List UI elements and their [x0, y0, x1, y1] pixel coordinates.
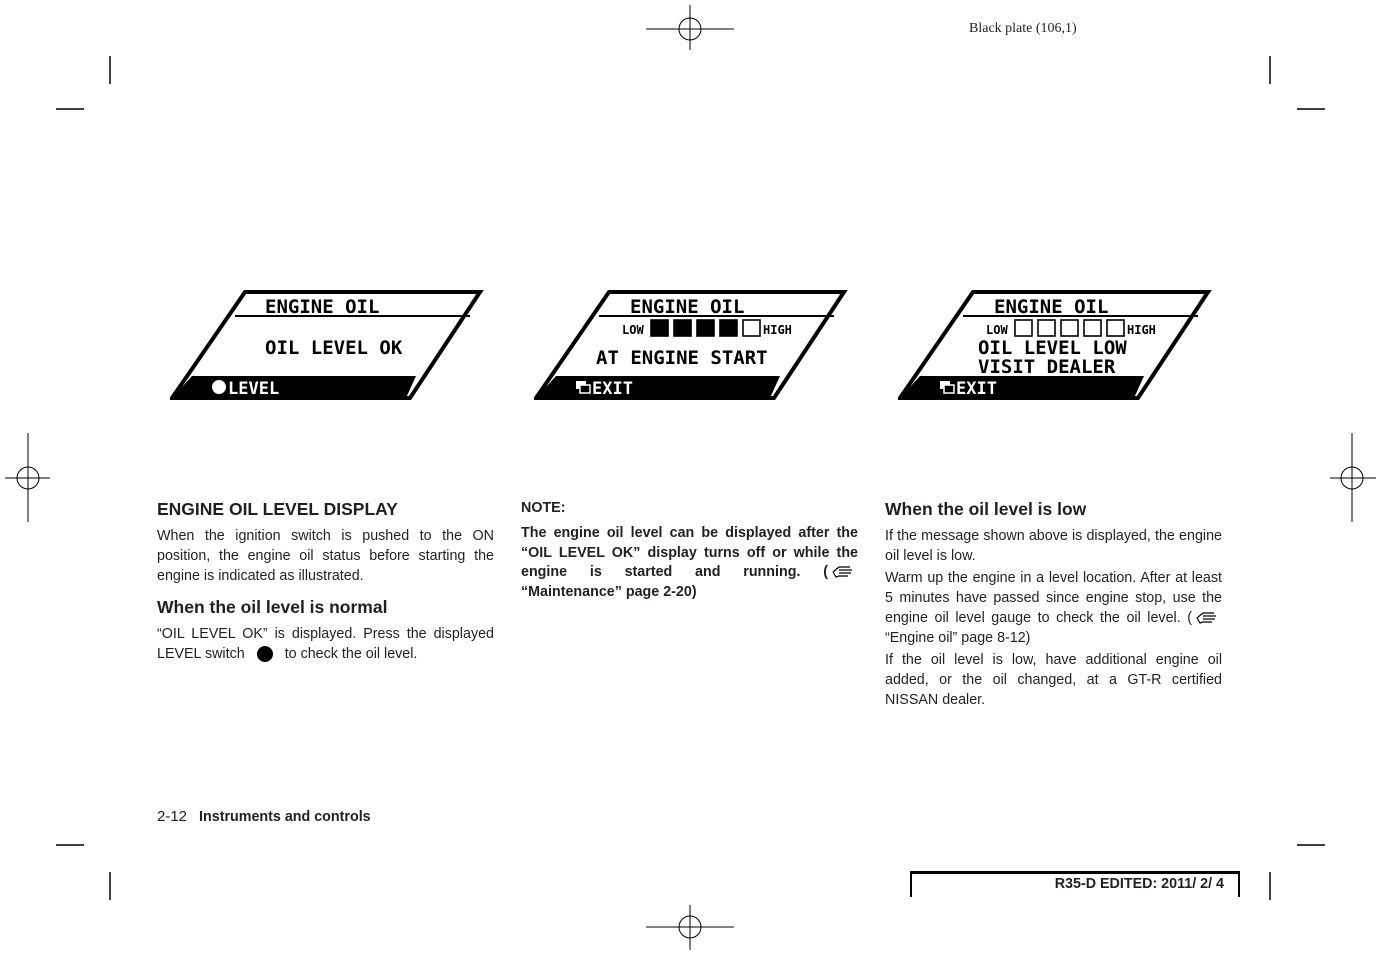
- registration-mark-left: [5, 433, 50, 522]
- gauge-segment-empty: [1084, 320, 1101, 336]
- display-message: OIL LEVEL OK: [265, 337, 403, 359]
- plate-label: Black plate (106,1): [969, 21, 1077, 36]
- gauge-high-label: HIGH: [1127, 323, 1156, 337]
- registration-mark-top: [646, 5, 734, 50]
- gauge-segment-empty: [1107, 320, 1124, 336]
- display-footer-label: LEVEL: [228, 379, 280, 399]
- column-oil-level-low: [885, 498, 1222, 712]
- display-oil-level-low: [898, 288, 1218, 400]
- subheading-low: When the oil level is low: [885, 499, 1087, 519]
- section-heading: ENGINE OIL LEVEL DISPLAY: [157, 499, 398, 519]
- page-number: 2-12: [157, 808, 188, 825]
- display-footer-label: EXIT: [956, 379, 997, 399]
- oil-gauge: [651, 320, 760, 336]
- display-message: AT ENGINE START: [596, 347, 768, 369]
- subheading-normal: When the oil level is normal: [157, 597, 388, 617]
- display-message-line-2: VISIT DEALER: [978, 356, 1116, 378]
- column-note: [521, 498, 858, 602]
- round-button-icon: [212, 380, 226, 394]
- pointing-hand-icon: [832, 564, 854, 578]
- edited-stamp: R35-D EDITED: 2011/ 2/ 4: [910, 871, 1240, 897]
- low-paragraph-1: If the message shown above is displayed, the engine oil level is low.: [885, 528, 1222, 564]
- level-switch-icon: [257, 646, 273, 662]
- display-oil-level-ok: [170, 288, 490, 400]
- gauge-segment-filled: [720, 320, 737, 336]
- page-footer: [157, 808, 371, 825]
- gauge-low-label: LOW: [622, 323, 644, 337]
- gauge-segment-filled: [674, 320, 691, 336]
- display-message-line-1: OIL LEVEL LOW: [978, 337, 1127, 359]
- gauge-segment-filled: [697, 320, 714, 336]
- display-footer-label: EXIT: [592, 379, 633, 399]
- gauge-segment-empty: [1015, 320, 1032, 336]
- gauge-low-label: LOW: [986, 323, 1008, 337]
- gauge-high-label: HIGH: [763, 323, 792, 337]
- intro-paragraph: When the ignition switch is pushed to the ON position, the engine oil status before starting the engine is indicated as illustrated.: [157, 528, 494, 584]
- low-paragraph-2: Warm up the engine in a level location. After at least 5 minutes have passed since engine stop, use the engine oil level gauge to check the oil level. (“Engine oil” page 8-12): [885, 570, 1222, 646]
- note-text: The engine oil level can be displayed after the “OIL LEVEL OK” display turns off or while the engine is started and running. (“Maintenance” page 2-20): [521, 525, 858, 600]
- registration-mark-bottom: [646, 905, 734, 950]
- engine-oil-reference[interactable]: “Engine oil” page 8-12): [885, 630, 1031, 646]
- gauge-segment-empty: [743, 320, 760, 336]
- display-at-engine-start: [534, 288, 854, 400]
- maintenance-reference[interactable]: “Maintenance” page 2-20): [521, 583, 697, 600]
- gauge-segment-empty: [1061, 320, 1078, 336]
- oil-gauge: [1015, 320, 1124, 336]
- note-label: NOTE:: [521, 500, 566, 516]
- column-engine-oil-level-display: [157, 498, 494, 666]
- registration-mark-right: [1330, 433, 1376, 522]
- display-title: ENGINE OIL: [630, 296, 745, 318]
- display-title: ENGINE OIL: [994, 296, 1109, 318]
- gauge-segment-filled: [651, 320, 668, 336]
- section-name: Instruments and controls: [199, 809, 371, 825]
- pointing-hand-icon: [1196, 610, 1218, 624]
- low-paragraph-3: If the oil level is low, have additional engine oil added, or the oil changed, at a GT-R certified NISSAN dealer.: [885, 652, 1222, 708]
- normal-paragraph: “OIL LEVEL OK” is displayed. Press the displayed LEVEL switch to check the oil level.: [157, 626, 494, 662]
- display-title: ENGINE OIL: [265, 296, 380, 318]
- gauge-segment-empty: [1038, 320, 1055, 336]
